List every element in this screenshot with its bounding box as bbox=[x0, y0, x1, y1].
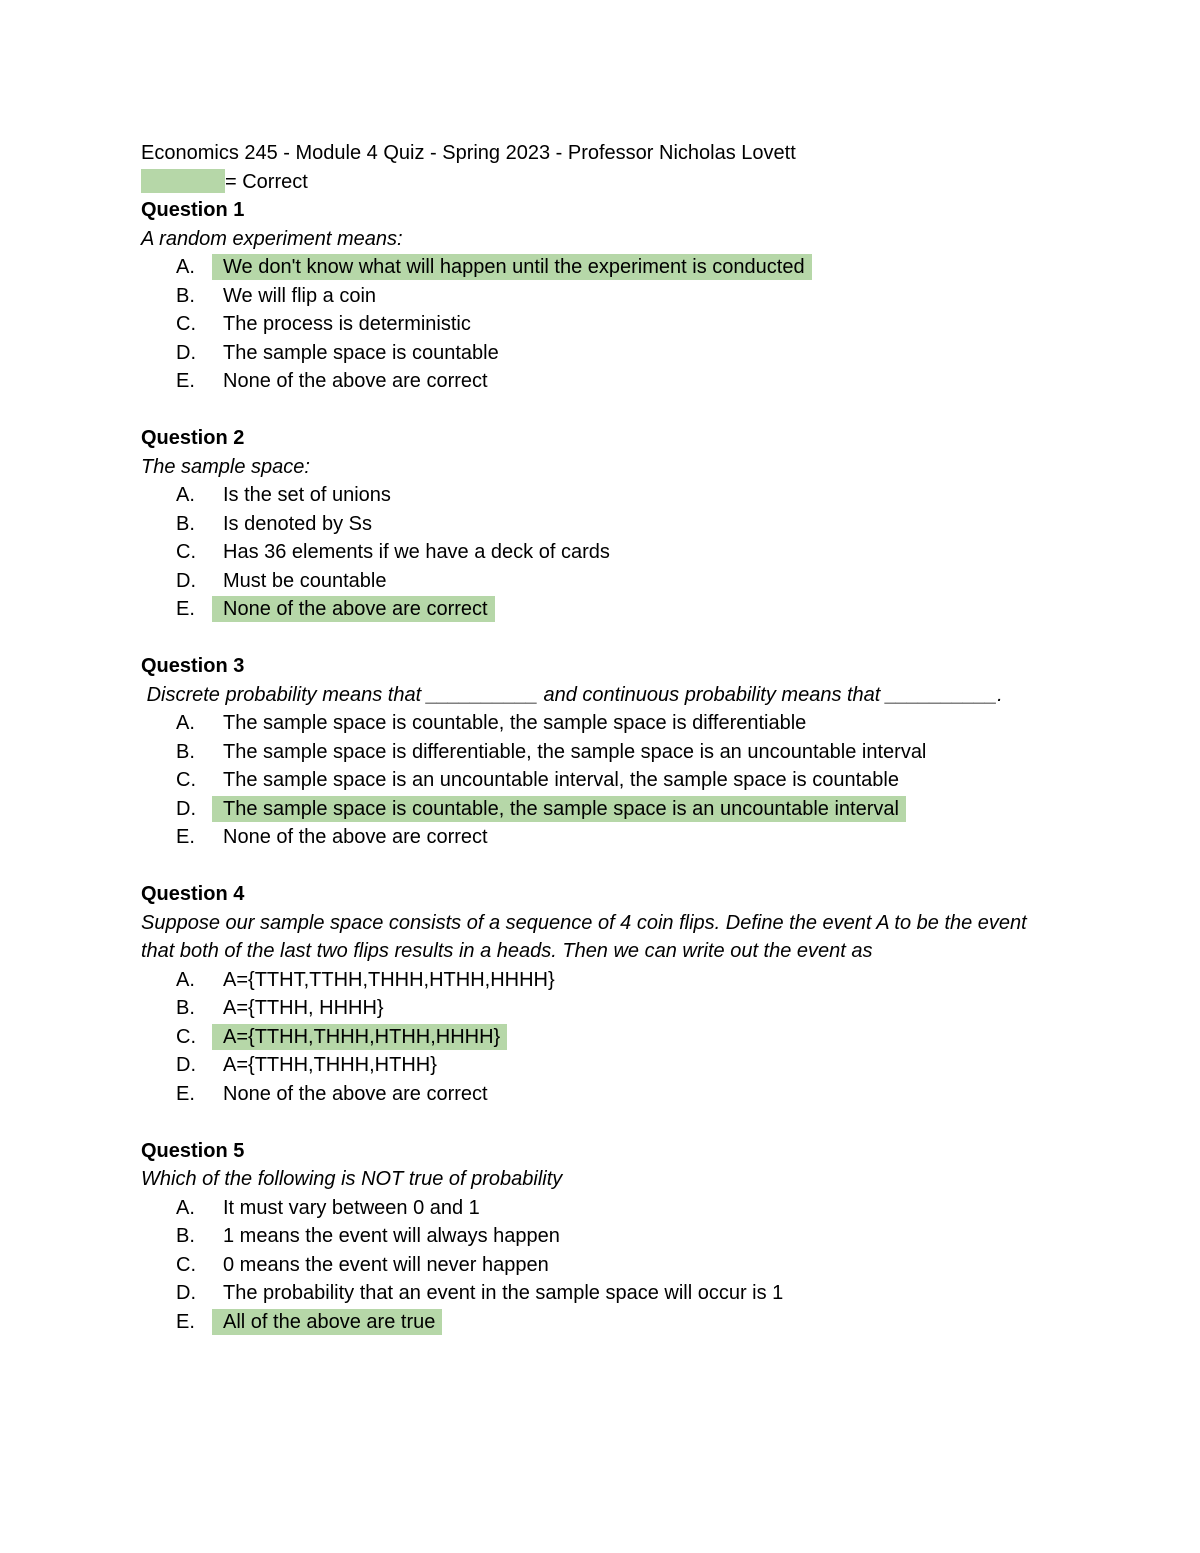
option-text: A={TTHT,TTHH,THHH,HTHH,HHHH} bbox=[223, 968, 555, 991]
question-prompt: Discrete probability means that __________ and continuous probability means that __________. bbox=[141, 683, 1003, 706]
option-text: The process is deterministic bbox=[223, 313, 471, 335]
question-list bbox=[141, 196, 1061, 1336]
answer-option bbox=[141, 367, 1061, 396]
answer-option bbox=[141, 966, 1061, 995]
question-prompt: Which of the following is NOT true of probability bbox=[141, 1168, 563, 1190]
correct-answer-option bbox=[141, 1023, 1061, 1052]
answer-option bbox=[141, 282, 1061, 311]
option-letter: C. bbox=[176, 313, 196, 335]
answer-option bbox=[141, 538, 1061, 567]
option-text: A={TTHH,THHH,HTHH} bbox=[223, 1054, 437, 1076]
question-heading: Question 2 bbox=[141, 427, 245, 449]
question-block bbox=[141, 624, 1061, 852]
answer-option bbox=[141, 310, 1061, 339]
correct-answer-option bbox=[141, 595, 1061, 624]
answer-option bbox=[141, 567, 1061, 596]
question-prompt: A random experiment means: bbox=[141, 227, 403, 250]
question-block bbox=[141, 396, 1061, 624]
option-text: Is denoted by Ss bbox=[223, 512, 372, 535]
option-letter: C. bbox=[176, 769, 196, 791]
option-text: None of the above are correct bbox=[212, 596, 495, 622]
option-text: None of the above are correct bbox=[223, 1082, 488, 1105]
option-list bbox=[141, 481, 1061, 624]
option-letter: E. bbox=[176, 598, 195, 620]
correct-answer-option bbox=[141, 253, 1061, 282]
correct-answer-option bbox=[141, 795, 1061, 824]
option-letter: D. bbox=[176, 1054, 196, 1076]
option-letter: D. bbox=[176, 797, 196, 820]
answer-option bbox=[141, 1080, 1061, 1109]
answer-option bbox=[141, 1251, 1061, 1280]
option-text: We don't know what will happen until the experiment is conducted bbox=[212, 254, 812, 280]
answer-option bbox=[141, 738, 1061, 767]
option-letter: E. bbox=[176, 1310, 195, 1333]
question-heading: Question 3 bbox=[141, 655, 245, 677]
option-text: The sample space is countable, the sample space is differentiable bbox=[223, 712, 807, 734]
option-text: Is the set of unions bbox=[223, 484, 391, 506]
answer-option bbox=[141, 510, 1061, 539]
question-block bbox=[141, 1108, 1061, 1336]
spacer bbox=[141, 1108, 1061, 1137]
question-heading: Question 5 bbox=[141, 1139, 245, 1162]
option-letter: B. bbox=[176, 1225, 195, 1247]
option-letter: E. bbox=[176, 826, 195, 848]
option-text: The sample space is an uncountable interval, the sample space is countable bbox=[223, 769, 899, 791]
option-letter: A. bbox=[176, 256, 195, 278]
option-list bbox=[141, 966, 1061, 1109]
option-text: 0 means the event will never happen bbox=[223, 1253, 549, 1276]
answer-option bbox=[141, 339, 1061, 368]
question-prompt: Suppose our sample space consists of a sequence of 4 coin flips. Define the event A to be the event that both of the last two flips results in a heads. Then we can write out the event as bbox=[141, 911, 1033, 962]
option-text: None of the above are correct bbox=[223, 826, 488, 848]
answer-option bbox=[141, 1279, 1061, 1308]
option-letter: D. bbox=[176, 1282, 196, 1304]
legend-label: = Correct bbox=[225, 170, 308, 193]
option-text: The sample space is differentiable, the sample space is an uncountable interval bbox=[223, 740, 927, 763]
option-letter: E. bbox=[176, 1082, 195, 1105]
answer-option bbox=[141, 1222, 1061, 1251]
option-text: The probability that an event in the sample space will occur is 1 bbox=[223, 1282, 784, 1304]
answer-option bbox=[141, 994, 1061, 1023]
option-list bbox=[141, 253, 1061, 396]
option-letter: A. bbox=[176, 712, 195, 734]
option-text: The sample space is countable, the sample space is an uncountable interval bbox=[212, 796, 906, 822]
answer-option bbox=[141, 1194, 1061, 1223]
option-letter: B. bbox=[176, 512, 195, 535]
option-list bbox=[141, 709, 1061, 852]
option-text: All of the above are true bbox=[212, 1309, 442, 1335]
spacer bbox=[141, 624, 1061, 653]
option-letter: B. bbox=[176, 997, 195, 1019]
answer-option bbox=[141, 1051, 1061, 1080]
question-heading: Question 4 bbox=[141, 883, 245, 905]
document-title: Economics 245 - Module 4 Quiz - Spring 2023 - Professor Nicholas Lovett bbox=[141, 142, 796, 164]
option-letter: E. bbox=[176, 370, 195, 392]
question-block bbox=[141, 196, 1061, 396]
answer-option bbox=[141, 709, 1061, 738]
option-text: We will flip a coin bbox=[223, 284, 377, 307]
question-prompt: The sample space: bbox=[141, 455, 310, 478]
question-heading: Question 1 bbox=[141, 199, 245, 221]
answer-option bbox=[141, 481, 1061, 510]
option-letter: D. bbox=[176, 341, 196, 364]
spacer bbox=[141, 396, 1061, 425]
option-text: None of the above are correct bbox=[223, 370, 488, 392]
option-text: It must vary between 0 and 1 bbox=[223, 1196, 480, 1219]
legend bbox=[141, 168, 1061, 197]
question-block bbox=[141, 852, 1061, 1109]
answer-option bbox=[141, 766, 1061, 795]
option-letter: A. bbox=[176, 1196, 195, 1219]
option-letter: D. bbox=[176, 569, 196, 592]
spacer bbox=[141, 852, 1061, 881]
answer-option bbox=[141, 823, 1061, 852]
option-letter: B. bbox=[176, 284, 195, 307]
correct-answer-option bbox=[141, 1308, 1061, 1337]
option-list bbox=[141, 1194, 1061, 1337]
option-letter: C. bbox=[176, 1253, 196, 1276]
option-text: A={TTHH,THHH,HTHH,HHHH} bbox=[212, 1024, 507, 1050]
option-text: A={TTHH, HHHH} bbox=[223, 997, 384, 1019]
option-text: 1 means the event will always happen bbox=[223, 1225, 560, 1247]
correct-swatch bbox=[141, 169, 225, 193]
option-letter: C. bbox=[176, 541, 196, 563]
option-text: Must be countable bbox=[223, 569, 387, 592]
option-letter: A. bbox=[176, 484, 195, 506]
quiz-document bbox=[141, 139, 1061, 1336]
option-letter: C. bbox=[176, 1025, 196, 1048]
option-text: Has 36 elements if we have a deck of cards bbox=[223, 541, 610, 563]
option-letter: B. bbox=[176, 740, 195, 763]
option-letter: A. bbox=[176, 968, 195, 991]
option-text: The sample space is countable bbox=[223, 341, 499, 364]
